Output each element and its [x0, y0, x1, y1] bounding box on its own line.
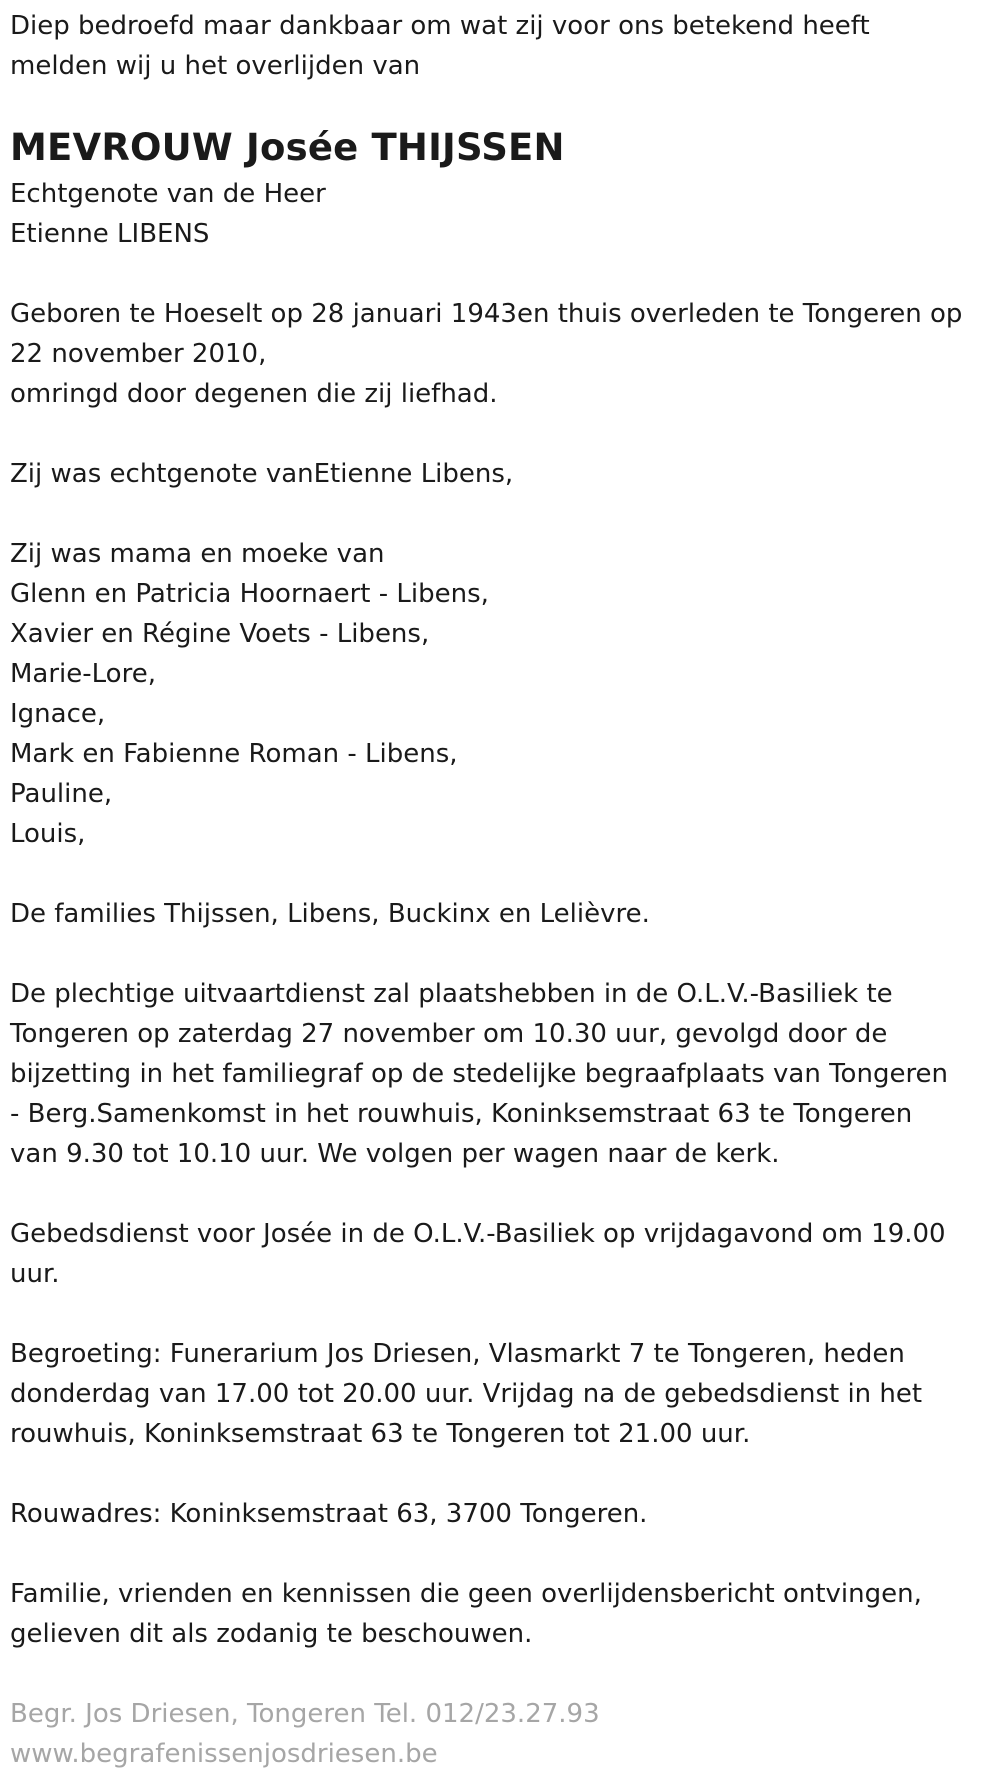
funeral-line: De plechtige uitvaartdienst zal plaatshebben in de O.L.V.-Basiliek te	[10, 979, 893, 1009]
funeral-line: bijzetting in het familiegraf op de stedelijke begraafplaats van Tongeren	[10, 1059, 949, 1089]
funeral-home-contact: Begr. Jos Driesen, Tongeren Tel. 012/23.27.93	[10, 1699, 600, 1729]
greeting-line: donderdag van 17.00 tot 20.00 uur. Vrijdag na de gebedsdienst in het	[10, 1379, 923, 1409]
children-line: Zij was mama en moeke van	[10, 539, 385, 569]
children-line: Pauline,	[10, 779, 113, 809]
spouse-statement-line: Zij was echtgenote vanEtienne Libens,	[10, 459, 514, 489]
prayer-line: uur.	[10, 1259, 60, 1289]
address-paragraph	[10, 1494, 990, 1534]
spouse-line: Etienne LIBENS	[10, 219, 210, 249]
birth-death-line: 22 november 2010,	[10, 339, 267, 369]
families-paragraph	[10, 894, 990, 934]
children-paragraph	[10, 534, 990, 854]
deceased-name: MEVROUW Josée THIJSSEN	[10, 126, 565, 169]
children-line: Glenn en Patricia Hoornaert - Libens,	[10, 579, 489, 609]
intro-line: melden wij u het overlijden van	[10, 51, 421, 81]
children-line: Louis,	[10, 819, 86, 849]
funeral-home-website: www.begrafenissenjosdriesen.be	[10, 1739, 438, 1769]
closing-line: gelieven dit als zodanig te beschouwen.	[10, 1619, 533, 1649]
birth-death-line: Geboren te Hoeselt op 28 januari 1943en thuis overleden te Tongeren op	[10, 299, 963, 329]
intro-paragraph	[10, 6, 990, 86]
prayer-paragraph	[10, 1214, 990, 1294]
closing-line: Familie, vrienden en kennissen die geen overlijdensbericht ontvingen,	[10, 1579, 922, 1609]
funeral-line: van 9.30 tot 10.10 uur. We volgen per wagen naar de kerk.	[10, 1139, 780, 1169]
funeral-line: - Berg.Samenkomst in het rouwhuis, Koninksemstraat 63 te Tongeren	[10, 1099, 913, 1129]
intro-line: Diep bedroefd maar dankbaar om wat zij voor ons betekend heeft	[10, 11, 870, 41]
children-line: Marie-Lore,	[10, 659, 156, 689]
funeral-home-footer	[10, 1694, 990, 1774]
birth-death-paragraph	[10, 294, 990, 414]
greeting-line: rouwhuis, Koninksemstraat 63 te Tongeren tot 21.00 uur.	[10, 1419, 751, 1449]
prayer-line: Gebedsdienst voor Josée in de O.L.V.-Basiliek op vrijdagavond om 19.00	[10, 1219, 946, 1249]
children-line: Mark en Fabienne Roman - Libens,	[10, 739, 458, 769]
greeting-line: Begroeting: Funerarium Jos Driesen, Vlasmarkt 7 te Tongeren, heden	[10, 1339, 905, 1369]
spouse-statement-paragraph	[10, 454, 990, 494]
children-line: Ignace,	[10, 699, 106, 729]
deceased-block	[10, 122, 990, 254]
greeting-paragraph	[10, 1334, 990, 1454]
spouse-line: Echtgenote van de Heer	[10, 179, 326, 209]
funeral-line: Tongeren op zaterdag 27 november om 10.30 uur, gevolgd door de	[10, 1019, 888, 1049]
address-line: Rouwadres: Koninksemstraat 63, 3700 Tongeren.	[10, 1499, 648, 1529]
closing-paragraph	[10, 1574, 990, 1654]
children-line: Xavier en Régine Voets - Libens,	[10, 619, 430, 649]
families-line: De families Thijssen, Libens, Buckinx en Lelièvre.	[10, 899, 650, 929]
funeral-paragraph	[10, 974, 990, 1174]
birth-death-line: omringd door degenen die zij liefhad.	[10, 379, 498, 409]
